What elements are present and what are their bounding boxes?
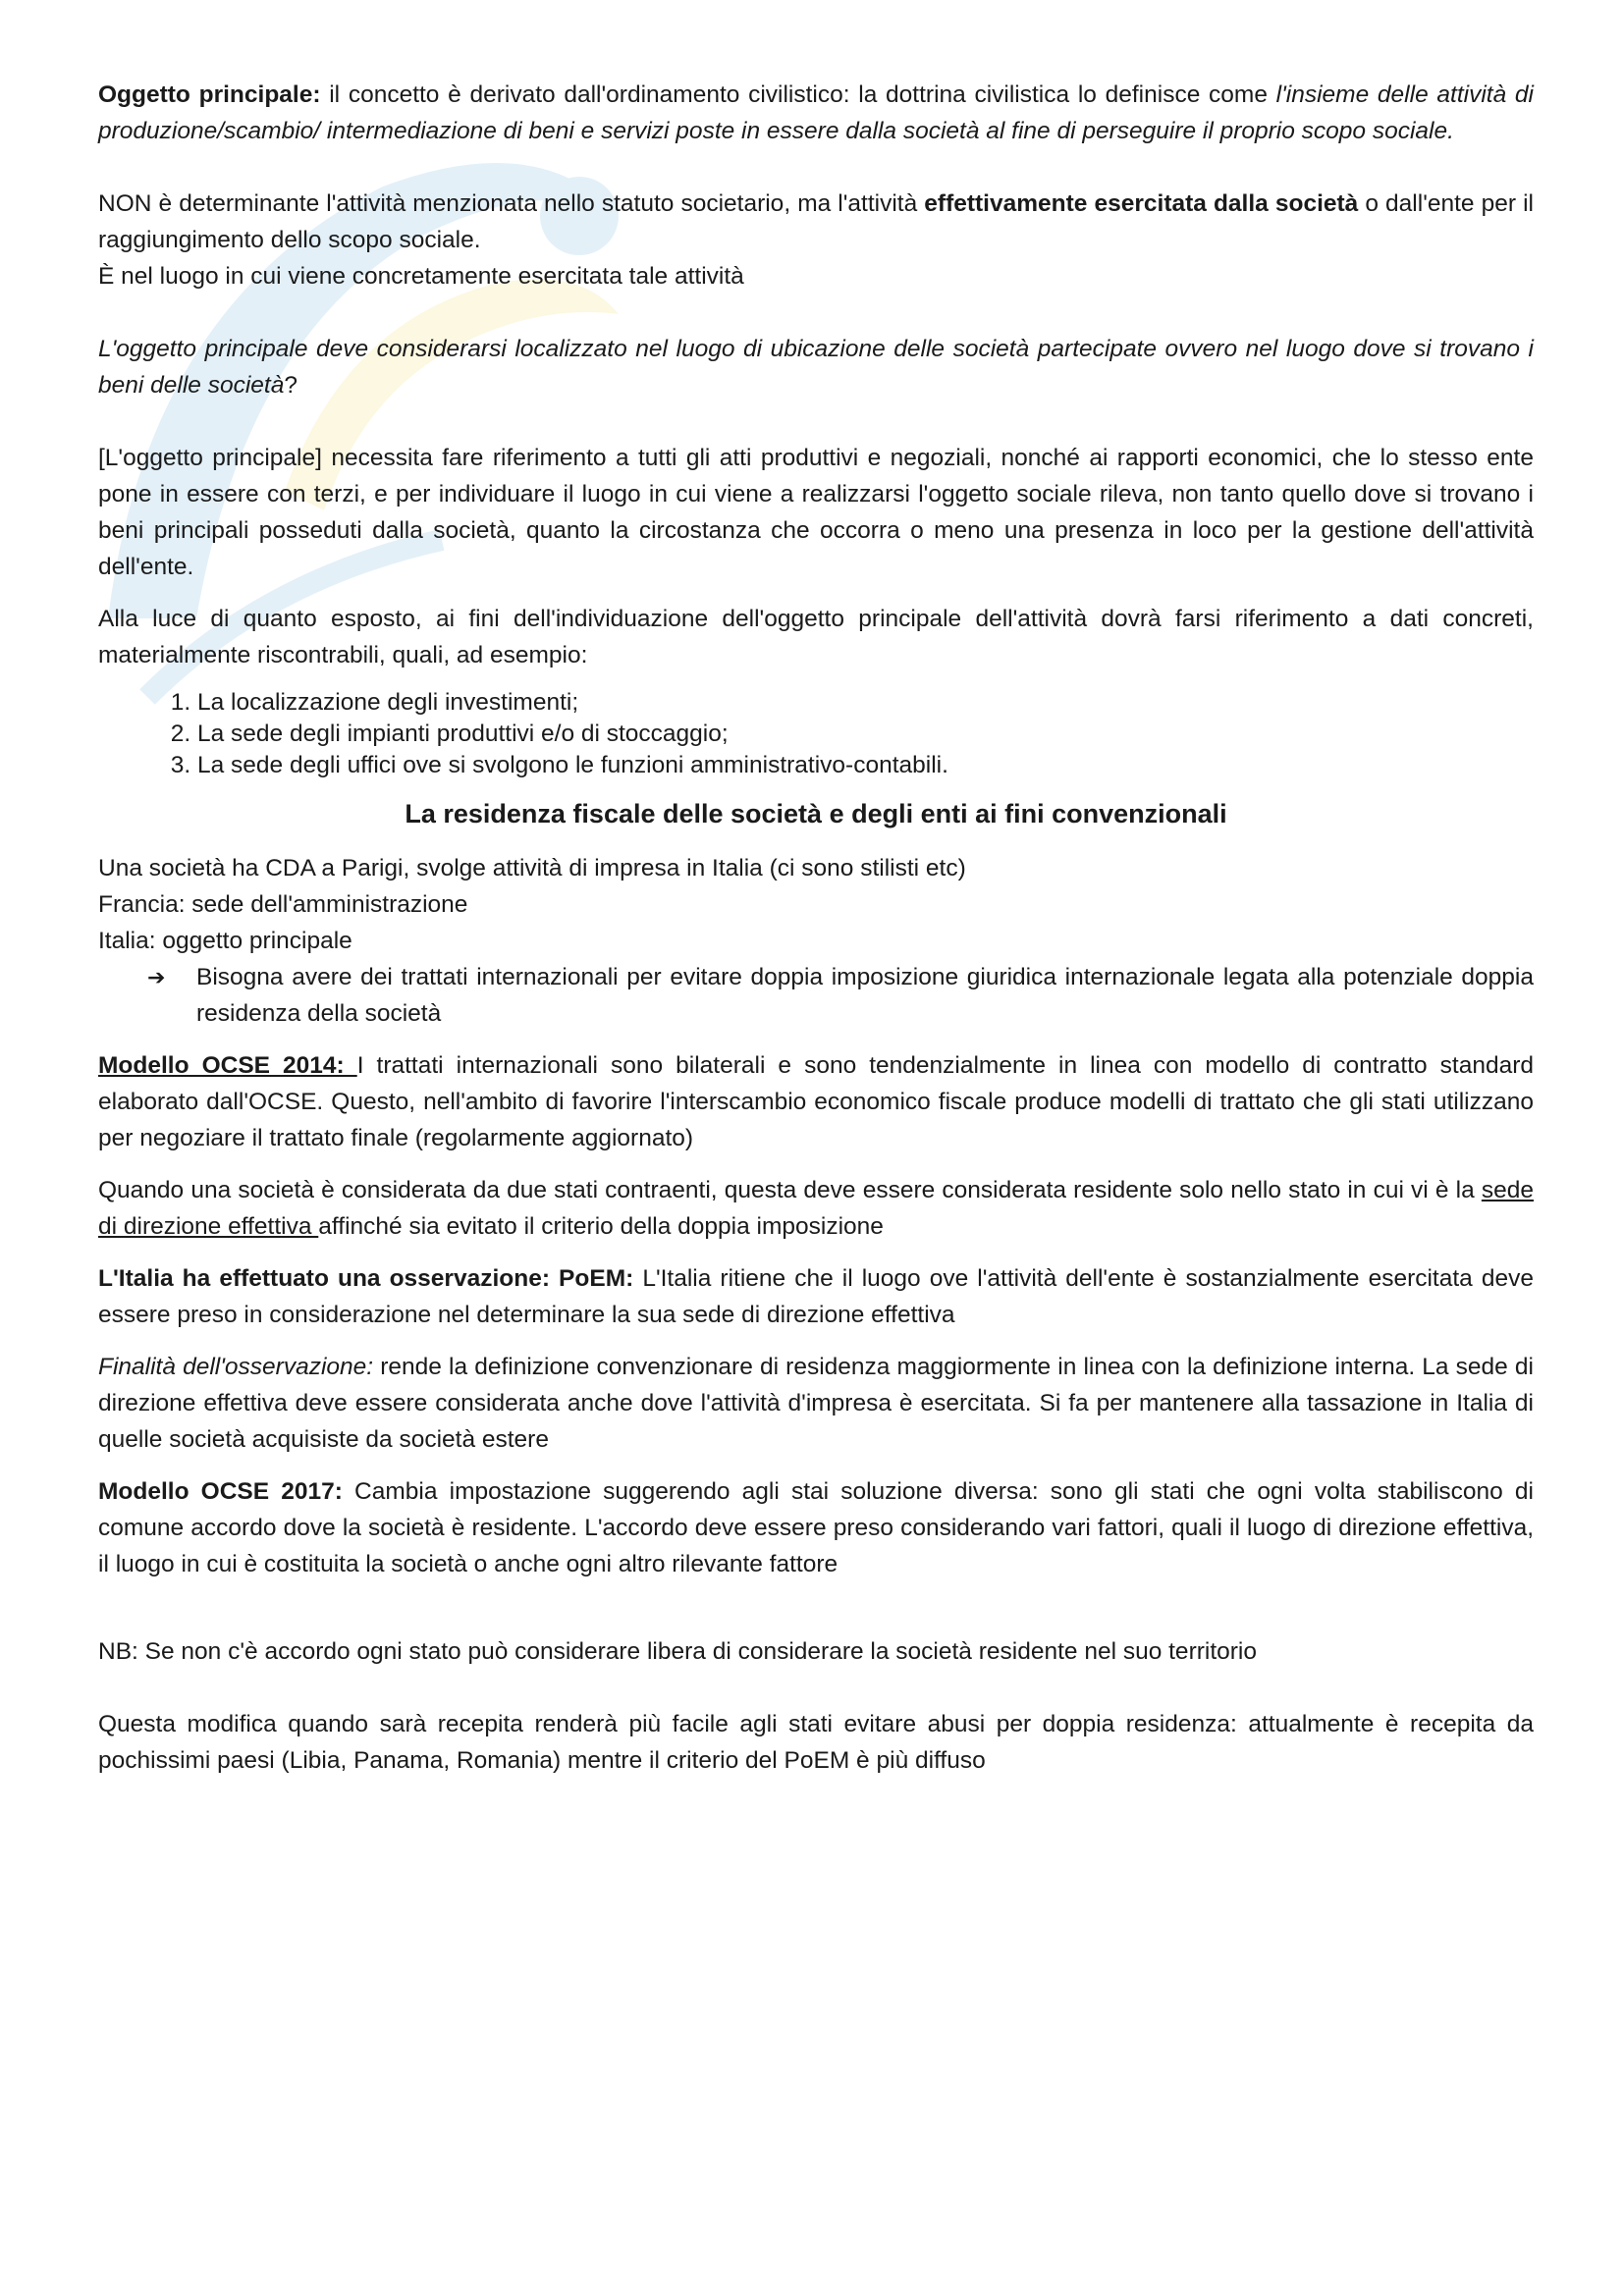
paragraph-italia: Italia: oggetto principale	[98, 928, 352, 954]
underlined-term: sede di direzione effettiva	[98, 1177, 1534, 1240]
paragraph-esempio: Una società ha CDA a Parigi, svolge attività di impresa in Italia (ci sono stilisti etc)	[98, 855, 966, 881]
definition: l'insieme delle attività di produzione/scambio/ intermediazione di beni e servizi poste in essere dalla società al fine di perseguire il proprio scopo sociale.	[98, 81, 1535, 144]
question-text: L'oggetto principale deve considerarsi localizzato nel luogo di ubicazione delle società partecipate ovvero nel luogo dove si trovano i beni delle società	[98, 336, 1534, 399]
paragraph-non-determinante	[98, 186, 1534, 258]
paragraph-oggetto-principale	[98, 77, 1534, 149]
text: NON è determinante l'attività menzionata nello statuto societario, ma l'attività	[98, 190, 925, 217]
paragraph-finalita	[98, 1349, 1534, 1458]
term-modello-2014: Modello OCSE 2014:	[98, 1052, 357, 1079]
text: il concetto è derivato dall'ordinamento civilistico: la dottrina civilistica lo definisce come	[320, 81, 1276, 108]
section-heading: La residenza fiscale delle società e degli enti ai fini convenzionali	[405, 799, 1227, 828]
list-item: 1. La localizzazione degli investimenti;	[197, 687, 1534, 719]
text: rende la definizione convenzionare di residenza maggiormente in linea con la definizione interna. La sede di direzione effettiva deve essere considerata anche dove l'attività d'impresa è esercitata. Si fa per mantenere alla tassazione in Italia di quelle società acquisiste da società estere	[98, 1354, 1534, 1453]
term-modello-2017: Modello OCSE 2017:	[98, 1478, 343, 1505]
bullet-text: Bisogna avere dei trattati internazionali per evitare doppia imposizione giuridica internazionale legata alla potenziale doppia residenza della società	[196, 964, 1534, 1027]
emphasis: effettivamente esercitata dalla società	[924, 190, 1359, 217]
paragraph-modello-2014	[98, 1047, 1534, 1156]
list-item: 3. La sede degli uffici ove si svolgono le funzioni amministrativo-contabili.	[197, 750, 1534, 781]
paragraph-oggetto-riferimento: [L'oggetto principale] necessita fare riferimento a tutti gli atti produttivi e negoziali, nonché ai rapporti economici, che lo stesso ente pone in essere con terzi, e per individuare il luogo in cui viene a realizzarsi l'oggetto sociale rileva, non tanto quello dove si trovano i beni principali posseduti dalla società, quanto la circostanza che occorra o meno una presenza in loco per la gestione dell'attività dell'ente.	[98, 445, 1534, 580]
paragraph-poem	[98, 1260, 1534, 1333]
text: o dall'ente per il raggiungimento dello scopo sociale.	[98, 190, 1534, 253]
paragraph-modello-2017	[98, 1473, 1534, 1582]
term-finalita: Finalità dell'osservazione:	[98, 1354, 374, 1380]
text: Quando una società è considerata da due stati contraenti, questa deve essere considerata residente solo nello stato in cui vi è la	[98, 1177, 1482, 1203]
term-poem: L'Italia ha effettuato una osservazione: PoEM:	[98, 1265, 634, 1292]
text: L'Italia ritiene che il luogo ove l'attività dell'ente è sostanzialmente esercitata deve essere preso in considerazione nel determinare la sua sede di direzione effettiva	[98, 1265, 1534, 1328]
numbered-list	[98, 687, 1534, 781]
term-oggetto-principale: Oggetto principale:	[98, 81, 321, 108]
document-page	[98, 77, 1534, 1779]
arrow-right-icon: ➔	[147, 965, 166, 989]
paragraph-due-stati	[98, 1172, 1534, 1245]
paragraph-nb: NB: Se non c'è accordo ogni stato può considerare libera di considerare la società residente nel suo territorio	[98, 1638, 1257, 1665]
paragraph-luogo: È nel luogo in cui viene concretamente esercitata tale attività	[98, 263, 744, 290]
paragraph-alla-luce: Alla luce di quanto esposto, ai fini dell'individuazione dell'oggetto principale dell'attività dovrà farsi riferimento a dati concreti, materialmente riscontrabili, quali, ad esempio:	[98, 606, 1534, 668]
text: affinché sia evitato il criterio della doppia imposizione	[318, 1213, 884, 1240]
paragraph-question	[98, 331, 1534, 403]
list-item: 2. La sede degli impianti produttivi e/o di stoccaggio;	[197, 719, 1534, 750]
paragraph-francia: Francia: sede dell'amministrazione	[98, 891, 468, 918]
question-mark: ?	[284, 372, 298, 399]
text: Cambia impostazione suggerendo agli stai soluzione diversa: sono gli stati che ogni volta stabiliscono di comune accordo dove la società è residente. L'accordo deve essere preso considerando vari fattori, quali il luogo di direzione effettiva, il luogo in cui è costituita la società o anche ogni altro rilevante fattore	[98, 1478, 1534, 1577]
arrow-bullet-item	[147, 959, 1534, 1032]
text: I trattati internazionali sono bilaterali e sono tendenzialmente in linea con modello di contratto standard elaborato dall'OCSE. Questo, nell'ambito di favorire l'interscambio economico fiscale produce modelli di trattato che gli stati utilizzano per negoziare il trattato finale (regolarmente aggiornato)	[98, 1052, 1535, 1151]
paragraph-modifica: Questa modifica quando sarà recepita renderà più facile agli stati evitare abusi per doppia residenza: attualmente è recepita da pochissimi paesi (Libia, Panama, Romania) mentre il criterio del PoEM è più diffuso	[98, 1711, 1534, 1774]
